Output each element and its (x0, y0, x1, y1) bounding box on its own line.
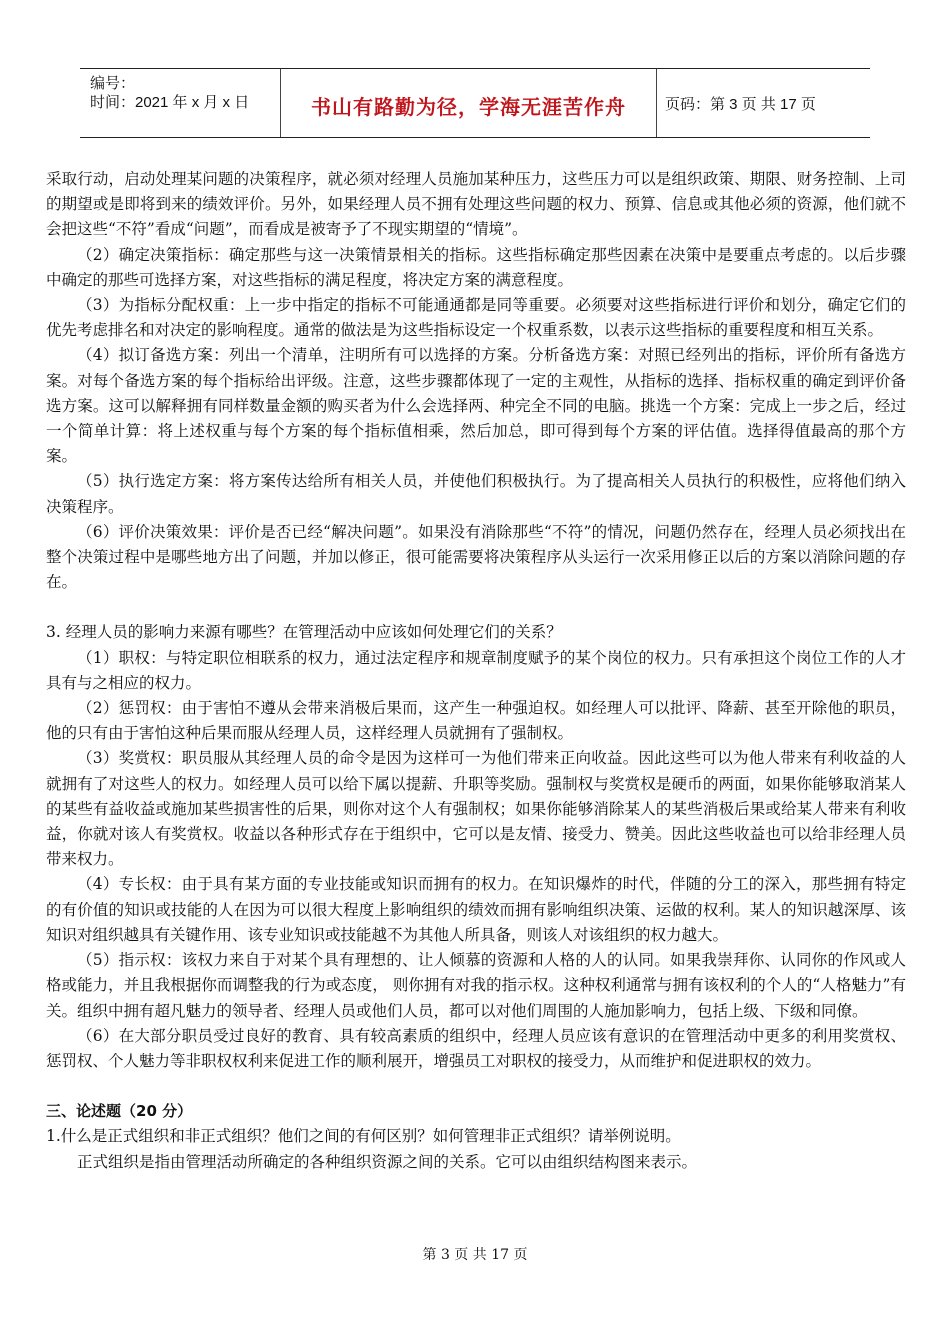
section-heading: 三、论述题（20 分） (46, 1102, 193, 1121)
answer-item: （5）指示权：该权力来自于对某个具有理想的、让人倾慕的资源和人格的人的认同。如果我崇拜你、认同你的作风或人格或能力，并且我根据你而调整我的行为或态度， 则你拥有对我的指示权。这种权利通常与拥有该权利的个人的“人格魅力”有关。组织中拥有超凡魅力的领导者、经理人员或他们人员，都可以对他们周围的人施加影响力，包括上级、下级和同僚。 (46, 951, 906, 1020)
question-3: 3. 经理人员的影响力来源有哪些？在管理活动中应该如何处理它们的关系？ (46, 623, 562, 642)
header-meta (80, 69, 281, 137)
paragraph: （2）确定决策指标：确定那些与这一决策情景相关的指标。这些指标确定那些因素在决策中是要重点考虑的。以后步骤中确定的那些可选择方案，对这些指标的满足程度，将决定方案的满意程度。 (46, 245, 906, 289)
answer-item: （1）职权：与特定职位相联系的权力，通过法定程序和规章制度赋予的某个岗位的权力。只有承担这个岗位工作的人才具有与之相应的权力。 (46, 648, 906, 692)
answer-item: （4）专长权：由于具有某方面的专业技能或知识而拥有的权力。在知识爆炸的时代，伴随的分工的深入，那些拥有特定的有价值的知识或技能的人在因为可以很大程度上影响组织的绩效而拥有影响组织决策、运做的权利。某人的知识越深厚、该知识对组织越具有关键作用、该专业知识或技能越不为其他人所具备，则该人对该组织的权力越大。 (46, 875, 906, 944)
paragraph: （3）为指标分配权重：上一步中指定的指标不可能通通都是同等重要。必须要对这些指标进行评价和划分，确定它们的优先考虑排名和对决定的影响程度。通常的做法是为这些指标设定一个权重系数，以表示这些指标的重要程度和相互关系。 (46, 296, 906, 340)
paragraph: （6）评价决策效果：评价是否已经“解决问题”。如果没有消除那些“不符”的情况，问题仍然存在，经理人员必须找出在整个决策过程中是哪些地方出了问题，并加以修正，很可能需要将决策程序从头运行一次采用修正以后的方案以消除问题的存在。 (46, 522, 906, 592)
document-body (46, 167, 906, 1175)
motto: 书山有路勤为径，学海无涯苦作舟 (311, 95, 626, 119)
time-label: 时间：2021 年 x 月 x 日 (90, 94, 250, 111)
spacer (46, 1074, 906, 1099)
paragraph: 采取行动，启动处理某问题的决策程序，就必须对经理人员施加某种压力，这些压力可以是组织政策、期限、财务控制、上司的期望或是即将到来的绩效评价。另外，如果经理人员不拥有处理这些问题的权力、预算、信息或其他必须的资源，他们就不会把这些“不符”看成“问题”，而看成是被寄予了不现实期望的“情境”。 (46, 170, 906, 239)
page-header (80, 68, 870, 138)
number-label: 编号： (90, 75, 136, 92)
page-footer: 第 3 页 共 17 页 (422, 1247, 528, 1263)
answer-item: （3）奖赏权：职员服从其经理人员的命令是因为这样可一为他们带来正向收益。因此这些可以为他人带来有利收益的人就拥有了对这些人的权力。如经理人员可以给下属以提薪、升职等奖励。强制权与奖赏权是硬币的两面，如果你能够取消某人的某些有益收益或施加某些损害性的后果，则你对这个人有强制权；如果你能够消除某人的某些消极后果或给某人带来有利收益，你就对该人有奖赏权。收益以各种形式存在于组织中，它可以是友情、接受力、赞美。因此这些收益也可以给非经理人员带来权力。 (46, 749, 906, 869)
spacer (46, 595, 906, 620)
header-motto-cell (281, 69, 657, 137)
answer-paragraph: 正式组织是指由管理活动所确定的各种组织资源之间的关系。它可以由组织结构图来表示。 (77, 1152, 698, 1171)
page-label: 页码：第 3 页 共 17 页 (665, 96, 816, 113)
answer-item: （2）惩罚权：由于害怕不遵从会带来消极后果而，这产生一种强迫权。如经理人可以批评、降薪、甚至开除他的职员，他的只有由于害怕这种后果而服从经理人员，这样经理人员就拥有了强制权。 (46, 699, 906, 743)
answer-item: （6）在大部分职员受过良好的教育、具有较高素质的组织中，经理人员应该有意识的在管理活动中更多的利用奖赏权、惩罚权、个人魅力等非职权权利来促进工作的顺利展开，增强员工对职权的接受力，从而维护和促进职权的效力。 (46, 1026, 906, 1070)
question-1: 1.什么是正式组织和非正式组织？他们之间的有何区别？如何管理非正式组织？请举例说明。 (46, 1127, 681, 1146)
header-page-cell (657, 69, 869, 137)
paragraph: （5）执行选定方案：将方案传达给所有相关人员，并使他们积极执行。为了提高相关人员执行的积极性，应将他们纳入决策程序。 (46, 472, 906, 516)
paragraph: （4）拟订备选方案：列出一个清单，注明所有可以选择的方案。分析备选方案：对照已经列出的指标，评价所有备选方案。对每个备选方案的每个指标给出评级。注意，这些步骤都体现了一定的主观性，从指标的选择、指标权重的确定到评价备选方案。这可以解释拥有同样数量金额的购买者为什么会选择两、种完全不同的电脑。挑选一个方案：完成上一步之后，经过一个简单计算：将上述权重与每个方案的每个指标值相乘，然后加总，即可得到每个方案的评估值。选择得值最高的那个方案。 (46, 346, 906, 466)
